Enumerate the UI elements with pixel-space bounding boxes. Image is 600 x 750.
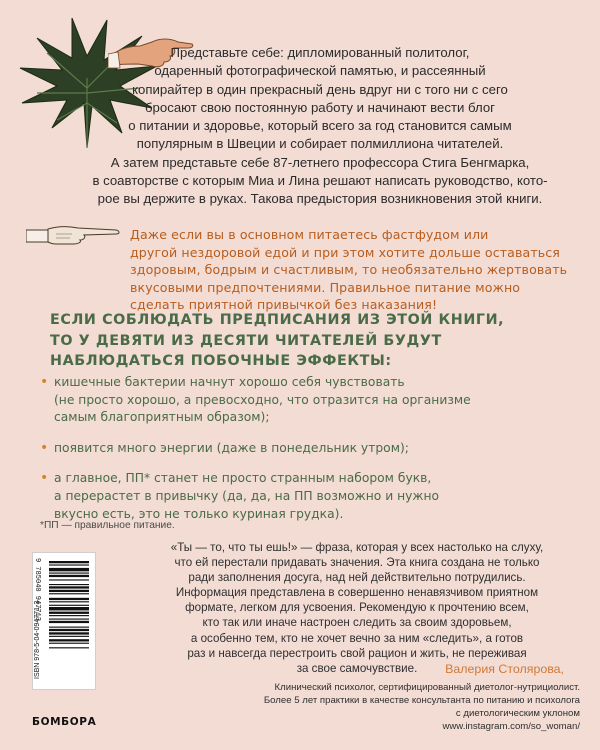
credentials-line: Клинический психолог, сертифицированный диетолог-нутрициолист. (274, 682, 580, 693)
intro-line: А затем представьте себе 87-летнего профессора Стига Бенгмарка, (110, 154, 530, 170)
list-item-line: а главное, ПП* станет не просто странным набором букв, (54, 471, 432, 486)
barcode (32, 552, 96, 690)
quote-line: «Ты — то, что ты ешь!» — фраза, которая у всех настолько на слуху, (170, 541, 544, 554)
list-item (40, 470, 580, 523)
quote-line: формате, легком для усвоения. Рекомендую к прочтению всем, (185, 601, 529, 615)
list-item-line: (не просто хорошо, а превосходно, что отразится на организме (54, 392, 471, 407)
bullet-icon: • (40, 439, 49, 456)
quote-line: кто так или иначе настроен следить за своим здоровьем, (202, 616, 512, 630)
intro-line: о питании и здоровье, который всего за год становится самым (128, 118, 512, 134)
pointing-hand-icon (26, 220, 122, 248)
quote-line: раз и навсегда перестроить свой рацион и жить, не переживая (187, 646, 527, 660)
section-heading (50, 310, 550, 372)
intro-line: в соавторстве с которым Миа и Лина решают написать руководство, кото- (92, 173, 548, 189)
list-item (40, 374, 580, 427)
side-effects-list (40, 374, 580, 536)
quote-line: а особенно тем, кто не хочет вечно за ним «следить», а готов (190, 631, 524, 645)
heading-line: НАБЛЮДАТЬСЯ ПОБОЧНЫЕ ЭФФЕКТЫ: (50, 353, 392, 369)
highlight-line: Даже если вы в основном питаетесь фастфудом или (130, 227, 489, 242)
quote-line: что ей перестали придавать значения. Эта книга создана не только (174, 556, 540, 570)
credentials-line: Более 5 лет практики в качестве консультанта по питанию и психолога (263, 695, 580, 706)
heading-line: ЕСЛИ СОБЛЮДАТЬ ПРЕДПИСАНИЯ ИЗ ЭТОЙ КНИГИ, (50, 312, 505, 328)
author-credentials (170, 681, 580, 733)
highlight-paragraph (130, 226, 580, 314)
highlight-line: здоровым, бодрым и счастливым, то необязательно жертвовать (130, 262, 568, 277)
list-item-line: кишечные бактерии начнут хорошо себя чувствовать (54, 375, 405, 389)
bullet-icon: • (40, 470, 49, 487)
list-item-line: вкусно есть, это не только куриная грудка). (54, 506, 344, 521)
footnote: *ПП — правильное питание. (40, 520, 175, 531)
intro-line: бросают свою постоянную работу и начинают вести блог (145, 99, 495, 115)
intro-line: рое вы держите в руках. Такова предыстория возникновения этой книги. (97, 191, 543, 207)
highlight-line: вкусовыми предпочтениями. Правильное питание можно (130, 279, 521, 295)
highlight-line: сделать приятной привычкой без наказания! (130, 297, 438, 312)
intro-line: популярным в Швеции и собирает полмиллиона читателей. (136, 136, 504, 152)
review-quote (134, 540, 580, 676)
heading-line: ТО У ДЕВЯТИ ИЗ ДЕСЯТИ ЧИТАТЕЛЕЙ БУДУТ (50, 332, 442, 349)
intro-paragraph (60, 44, 580, 209)
barcode-digits: 9 785040 947713 (33, 558, 41, 622)
list-item-line: а перерастет в привычку (да, да, на ПП возможно и нужно (54, 488, 440, 503)
isbn-label: ISBN 978-5-04-094771-3 (34, 600, 41, 679)
intro-line: одаренный фотографической памятью, и рассеянный (154, 63, 486, 79)
intro-line: копирайтер в один прекрасный день вдруг ни с того ни с сего (132, 81, 508, 97)
barcode-bars (49, 559, 89, 683)
quote-line: за свое самочувствие. (296, 661, 418, 675)
intro-line: Представьте себе: дипломированный политолог, (170, 45, 470, 60)
instagram-link[interactable]: www.instagram.com/so_woman/ (442, 721, 580, 732)
bullet-icon: • (40, 374, 49, 390)
list-item-line: появится много энергии (даже в понедельник утром); (54, 440, 409, 455)
quote-line: Информация представлена в совершенно ненавязчивом приятном (175, 586, 539, 600)
list-item (40, 440, 580, 458)
quote-author: Валерия Столярова, (445, 662, 564, 676)
quote-line: ради заполнения досуга, над ней действительно потрудились. (188, 571, 526, 585)
highlight-line: другой нездоровой едой и при этом хотите дольше оставаться (130, 244, 560, 260)
publisher-logo: БОМБОРА (32, 716, 97, 728)
credentials-line: с диетологическим уклоном (455, 708, 580, 719)
list-item-line: самым благоприятным образом); (54, 410, 270, 425)
